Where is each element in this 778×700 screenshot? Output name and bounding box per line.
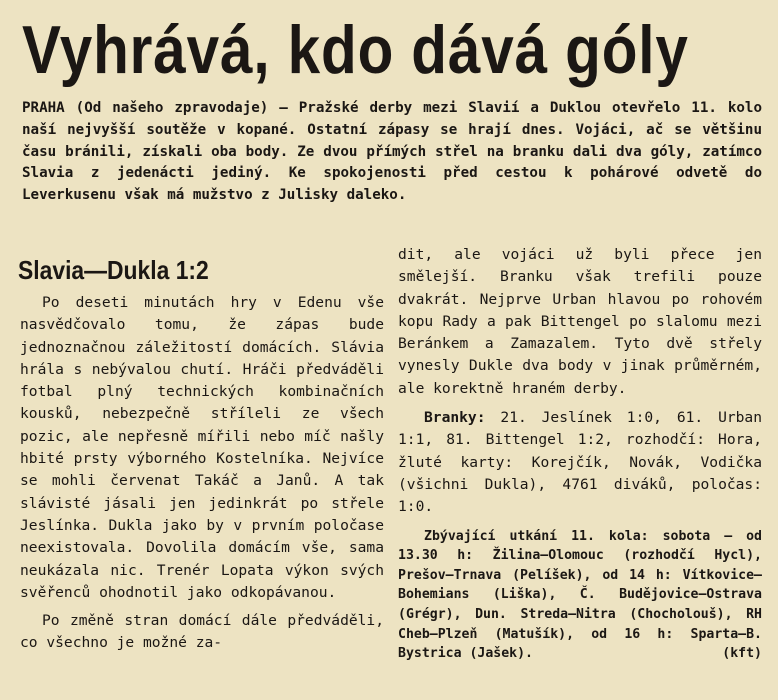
lead-source: (Od našeho zpravodaje) [75,100,269,116]
goals-label: Branky: [424,409,486,427]
lead-place: PRAHA [22,100,65,116]
body-paragraph-continued: dit, ale vojáci už byli přece jen smělejší. Branku však trefili pouze dvakrát. Nejprve Urban hlavou po rohovém kopu Rady a pak Bittengel po slalomu mezi Beránkem a Zamazalem. Tyto dvě střely vynesly Dukle dva body v jinak průměrném, ale korektně hraném derby. [398,246,762,397]
body-paragraph-2: Po změně stran domácí dále předváděli, co všechno je možné za- [20,612,384,652]
headline: Vyhrává, kdo dává góly [22,12,689,88]
match-facts [398,407,762,518]
body-paragraph: Po deseti minutách hry v Edenu vše nasvědčovalo tomu, že zápas bude jednoznačnou záležitostí domácích. Slávia hrála s nebývalou chutí. Hráči předváděli fotbal plný technických kombinačních kousků, nebezpečně stříleli ze všech pozic, ale nepřesně mířili nebo míč našly hbité prsty výborného Kostelníka. Nejvíce se mohli červenat Takáč a Janů. A tak slávisté jásali jen jedinkrát po střele Jeslínka. Dukla jako by v prvním poločase neexistovala. Dovolila domácím vše, sama neukázala nic. Trenér Lopata výkon svých svěřenců ohodnotil jako odkopávanou. [20,294,384,601]
lead-paragraph [22,98,762,207]
lead-text: — Pražské derby mezi Slavií a Duklou otevřelo 11. kolo naší nejvyšší soutěže v kopané. Ostatní zápasy se hrají dnes. Vojáci, ač se většinu času bránili, získali oba body. Ze dvou přímých střel na branku dali dva góly, zatímco Slavia z jedenácti jediný. Ke spokojenosti před cestou k pohárové odvetě do Leverkusenu však má mužstvo z Julisky daleko. [22,100,762,204]
remaining-fixtures-text: Zbývající utkání 11. kola: sobota — od 13.30 h: Žilina—Olomouc (rozhodčí Hycl), Prešov—Trnava (Pelíšek), od 14 h: Vítkovice—Bohemians (Liška), Č. Budějovice—Ostrava (Grégr), Dun. Streda—Nitra (Chocholouš), RH Cheb—Plzeň (Matušík), od 16 h: Sparta—B. Bystrica (Jašek). [398,528,762,662]
article-column-left [20,292,384,655]
article-column-right [398,244,762,664]
match-facts-text: 21. Jeslínek 1:0, 61. Urban 1:1, 81. Bittengel 1:2, rozhodčí: Hora, žluté karty: Korejčík, Novák, Vodička (všichni Dukla), 4761 diváků, poločas: 1:0. [398,409,762,516]
match-subheading: Slavia—Dukla 1:2 [18,255,209,285]
body-paragraph [20,610,384,655]
remaining-fixtures [398,527,762,664]
author-signature: (kft) [722,646,762,662]
